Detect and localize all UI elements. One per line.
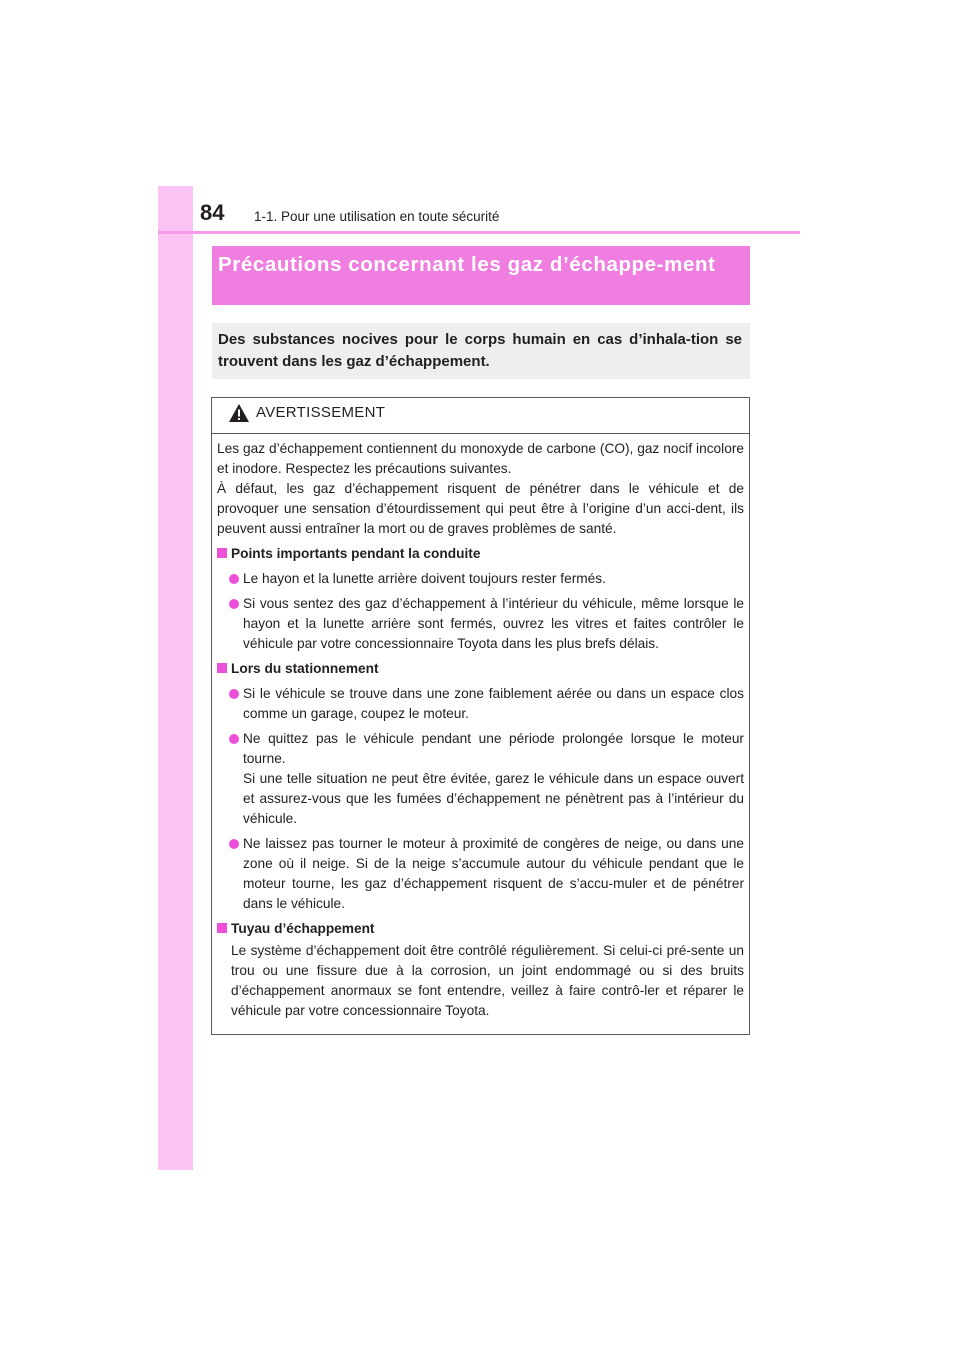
list-item: Si vous sentez des gaz d’échappement à l’intérieur du véhicule, même lorsque le hayon et la lunette arrière sont fermés, ouvrez les vitres et faites contrôler le véhicule par votre concessionnaire Toyota dans les plus brefs délais. bbox=[217, 594, 744, 654]
list-item: Ne quittez pas le véhicule pendant une période prolongée lorsque le moteur tourne. Si une telle situation ne peut être évitée, garez le véhicule dans un espace ouvert et assurez-vous que les fumées d’échappement ne pénètrent pas à l’intérieur du véhicule. bbox=[217, 729, 744, 829]
round-bullet-icon bbox=[229, 574, 239, 584]
warning-intro-2: À défaut, les gaz d’échappement risquent de pénétrer dans le véhicule et de provoquer une sensation d’étourdissement qui peut être à l’origine d’un acci-dent, ils peuvent aussi entraîner la mort ou de graves problèmes de santé. bbox=[217, 481, 744, 536]
page-number: 84 bbox=[200, 200, 225, 225]
warning-body bbox=[217, 439, 744, 1021]
section-heading-parking: Lors du stationnement bbox=[217, 659, 744, 679]
warning-header bbox=[212, 398, 749, 434]
list-item: Si le véhicule se trouve dans une zone faiblement aérée ou dans un espace clos comme un garage, coupez le moteur. bbox=[217, 684, 744, 724]
chapter-tab-strip bbox=[158, 186, 193, 1170]
round-bullet-icon bbox=[229, 839, 239, 849]
square-bullet-icon bbox=[217, 923, 227, 933]
warning-triangle-icon bbox=[228, 403, 250, 423]
round-bullet-icon bbox=[229, 599, 239, 609]
warning-intro-1: Les gaz d’échappement contiennent du monoxyde de carbone (CO), gaz nocif incolore et inodore. Respectez les précautions suivantes. bbox=[217, 441, 744, 476]
round-bullet-icon bbox=[229, 689, 239, 699]
warning-box bbox=[211, 397, 750, 1035]
warning-label: AVERTISSEMENT bbox=[256, 404, 386, 421]
intro-text: Des substances nocives pour le corps humain en cas d’inhala-tion se trouvent dans les gaz d’échappement. bbox=[218, 331, 742, 370]
round-bullet-icon bbox=[229, 734, 239, 744]
square-bullet-icon bbox=[217, 663, 227, 673]
list-item: Le hayon et la lunette arrière doivent toujours rester fermés. bbox=[217, 569, 744, 589]
square-bullet-icon bbox=[217, 548, 227, 558]
section-heading-exhaust-pipe: Tuyau d’échappement bbox=[217, 919, 744, 939]
list-item: Ne laissez pas tourner le moteur à proximité de congères de neige, ou dans une zone où il neige. Si de la neige s’accumule autour du véhicule pendant que le moteur tourne, les gaz d’échappement risquent de s’accu-muler et de pénétrer dans le véhicule. bbox=[217, 834, 744, 914]
header-rule bbox=[158, 231, 800, 234]
page-title: Précautions concernant les gaz d’échappe-ment bbox=[218, 253, 716, 276]
section-header: 1-1. Pour une utilisation en toute sécurité bbox=[254, 209, 500, 224]
section-heading-driving: Points importants pendant la conduite bbox=[217, 544, 744, 564]
exhaust-pipe-text: Le système d’échappement doit être contrôlé régulièrement. Si celui-ci pré-sente un trou ou une fissure due à la corrosion, un joint endommagé ou si des bruits d’échappement anormaux se font entendre, veillez à faire contrô-ler et réparer le véhicule par votre concessionnaire Toyota. bbox=[231, 943, 744, 1018]
